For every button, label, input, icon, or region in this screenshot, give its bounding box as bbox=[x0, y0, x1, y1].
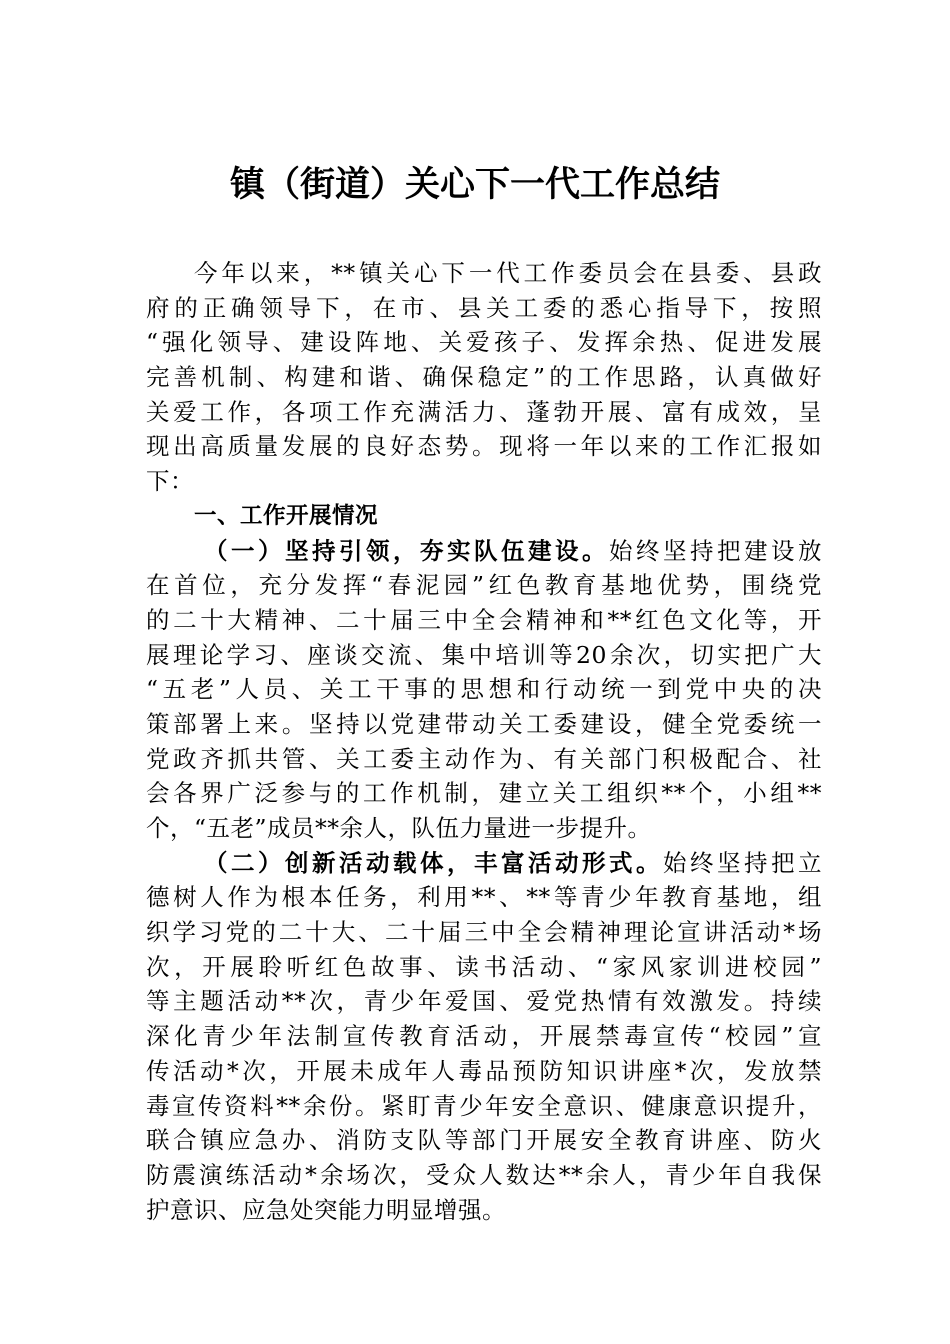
paragraph-line: 等主题活动**次，青少年爱国、爱党热情有效激发。持续 bbox=[146, 987, 822, 1016]
paragraph-line: 传活动*次，开展未成年人毒品预防知识讲座*次，发放禁 bbox=[146, 1056, 822, 1085]
paragraph-line: 护意识、应急处突能力明显增强。 bbox=[146, 1195, 506, 1224]
paragraph-line: 策部署上来。坚持以党建带动关工委建设，健全党委统一 bbox=[146, 709, 822, 738]
paragraph-line: 织学习党的二十大、二十届三中全会精神理论宣讲活动*场 bbox=[146, 918, 822, 947]
section-lead-rest: 始终坚持把立 bbox=[663, 848, 822, 877]
paragraph-line: 防震演练活动*余场次，受众人数达**余人，青少年自我保 bbox=[146, 1160, 822, 1189]
paragraph-line: 深化青少年法制宣传教育活动，开展禁毒宣传“校园”宣 bbox=[146, 1022, 822, 1051]
paragraph-line bbox=[146, 534, 822, 569]
paragraph-line: 党政齐抓共管、关工委主动作为、有关部门积极配合、社 bbox=[146, 744, 822, 773]
paragraph-line: 德树人作为根本任务，利用**、**等青少年教育基地，组 bbox=[146, 883, 822, 912]
intro-paragraph bbox=[146, 256, 822, 499]
section-paragraph bbox=[146, 846, 822, 1228]
paragraph-line bbox=[146, 846, 822, 881]
paragraph-line: 下： bbox=[146, 467, 194, 496]
paragraph-line: 展理论学习、座谈交流、集中培训等20余次，切实把广大 bbox=[146, 640, 822, 669]
section-lead: （二）创新活动载体，丰富活动形式。 bbox=[204, 848, 663, 877]
paragraph-line: 次，开展聆听红色故事、读书活动、“家风家训进校园” bbox=[146, 952, 822, 981]
document-title: 镇（街道）关心下一代工作总结 bbox=[229, 164, 720, 205]
paragraph-line: 完善机制、构建和谐、确保稳定”的工作思路，认真做好 bbox=[146, 363, 822, 392]
paragraph-line: 府的正确领导下，在市、县关工委的悉心指导下，按照 bbox=[146, 293, 822, 322]
section-heading: 一、工作开展情况 bbox=[194, 502, 379, 529]
paragraph-line: 联合镇应急办、消防支队等部门开展安全教育讲座、防火 bbox=[146, 1126, 822, 1155]
paragraph-line: “强化领导、建设阵地、关爱孩子、发挥余热、促进发展 bbox=[146, 328, 822, 357]
paragraph-line: 会各界广泛参与的工作机制，建立关工组织**个，小组** bbox=[146, 779, 822, 808]
section-paragraph bbox=[146, 534, 822, 846]
section-lead-rest: 始终坚持把建设放 bbox=[609, 536, 822, 565]
document-body bbox=[146, 256, 822, 1227]
paragraph-line: “五老”人员、关工干事的思想和行动统一到党中央的决 bbox=[146, 675, 822, 704]
section-lead: （一）坚持引领，夯实队伍建设。 bbox=[204, 536, 609, 565]
paragraph-line: 关爱工作，各项工作充满活力、蓬勃开展、富有成效，呈 bbox=[146, 397, 822, 426]
paragraph-line: 的二十大精神、二十届三中全会精神和**红色文化等，开 bbox=[146, 605, 822, 634]
paragraph-line: 今年以来，**镇关心下一代工作委员会在县委、县政 bbox=[194, 259, 822, 287]
paragraph-line: 现出高质量发展的良好态势。现将一年以来的工作汇报如 bbox=[146, 432, 822, 461]
paragraph-line: 个，“五老”成员**余人，队伍力量进一步提升。 bbox=[146, 814, 652, 842]
paragraph-line: 毒宣传资料**余份。紧盯青少年安全意识、健康意识提升， bbox=[146, 1091, 822, 1120]
paragraph-line: 在首位，充分发挥“春泥园”红色教育基地优势，围绕党 bbox=[146, 571, 822, 600]
